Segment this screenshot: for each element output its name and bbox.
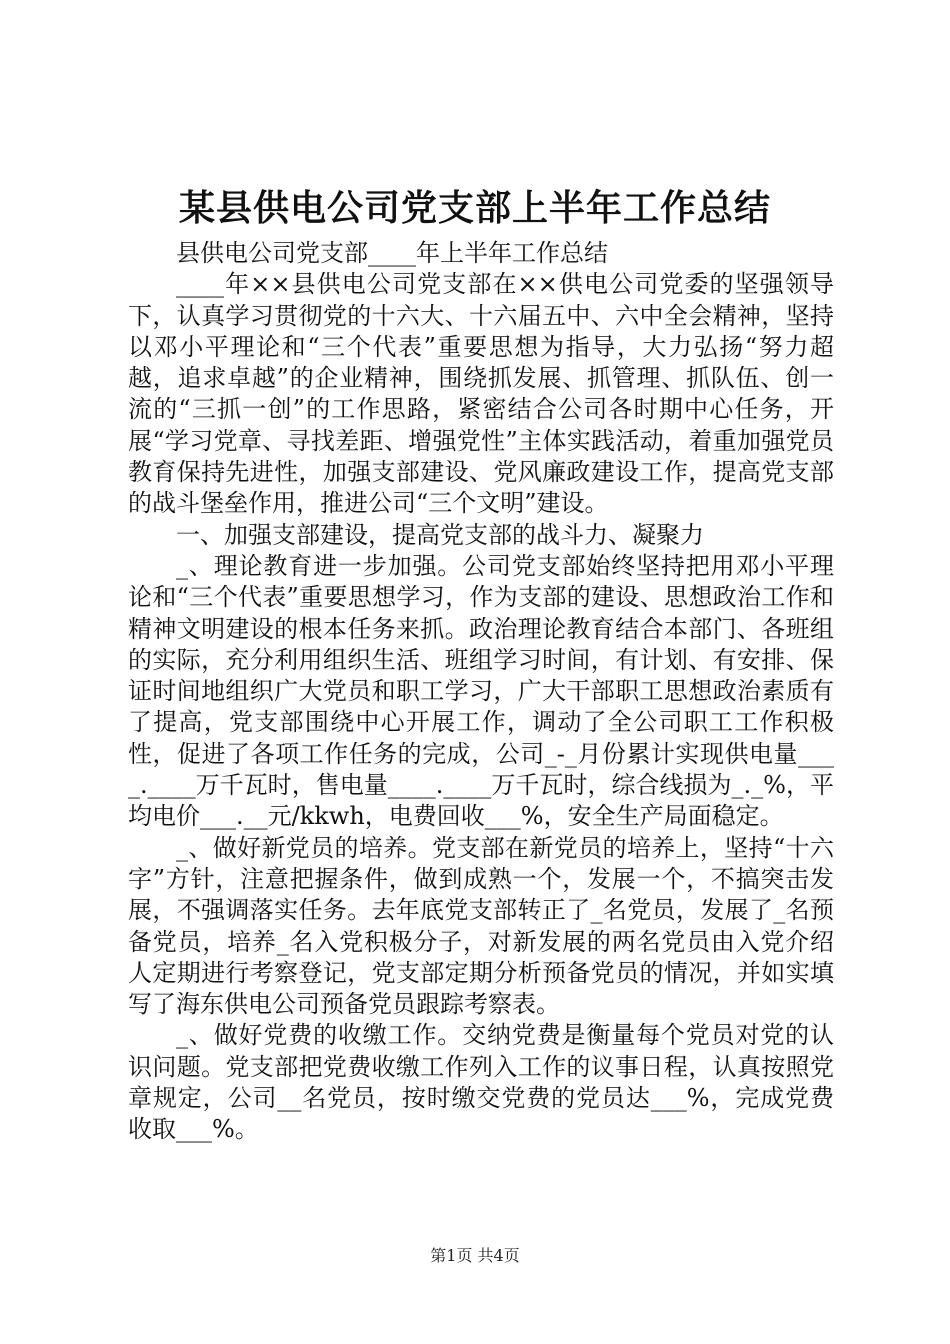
paragraph-theory-education: _、理论教育进一步加强。公司党支部始终坚持把用邓小平理论和“三个代表”重要思想学习，作为支部的建设、思想政治工作和精神文明建设的根本任务来抓。政治理论教育结合本部门、各班组的实际，充分利用组织生活、班组学习时间，有计划、有安排、保证时间地组织广大党员和职工学习，广大干部职工思想政治素质有了提高，党支部围绕中心开展工作，调动了全公司职工工作积极性，促进了各项工作任务的完成，公司_-_月份累计实现供电量____.____万千瓦时，售电量____.____万千瓦时，综合线损为_._%，平均电价___.__元/kkwh，电费回收___%，安全生产局面稳定。 [128, 551, 834, 831]
paragraph-subtitle: 县供电公司党支部____年上半年工作总结 [176, 239, 608, 267]
paragraph-new-members: _、做好新党员的培养。党支部在新党员的培养上，坚持“十六字”方针，注意把握条件，做到成熟一个，发展一个，不搞突击发展，不强调落实任务。去年底党支部转正了_名党员，发展了_名预备党员，培养_名入党积极分子，对新发展的两名党员由入党介绍人定期进行考察登记，党支部定期分析预备党员的情况，并如实填写了海东供电公司预备党员跟踪考察表。 [128, 833, 834, 1019]
document-body [128, 238, 834, 1146]
page-footer: 第1页 共4页 [430, 1246, 520, 1265]
section-heading-1: 一、加强支部建设，提高党支部的战斗力、凝聚力 [176, 520, 704, 549]
paragraph-party-dues: _、做好党费的收缴工作。交纳党费是衡量每个党员对党的认识问题。党支部把党费收缴工作列入工作的议事日程，认真按照党章规定，公司__名党员，按时缴交党费的党员达___%，完成党费收取___%。 [128, 1021, 834, 1144]
document-title: 某县供电公司党支部上半年工作总结 [178, 187, 771, 229]
paragraph-intro: ____年××县供电公司党支部在××供电公司党委的坚强领导下，认真学习贯彻党的十六大、十六届五中、六中全会精神，坚持以邓小平理论和“三个代表”重要思想为指导，大力弘扬“努力超越，追求卓越”的企业精神，围绕抓发展、抓管理、抓队伍、创一流的“三抓一创”的工作思路，紧密结合公司各时期中心任务，开展“学习党章、寻找差距、增强党性”主体实践活动，着重加强党员教育保持先进性，加强支部建设、党风廉政建设工作，提高党支部的战斗堡垒作用，推进公司“三个文明”建设。 [128, 270, 834, 518]
